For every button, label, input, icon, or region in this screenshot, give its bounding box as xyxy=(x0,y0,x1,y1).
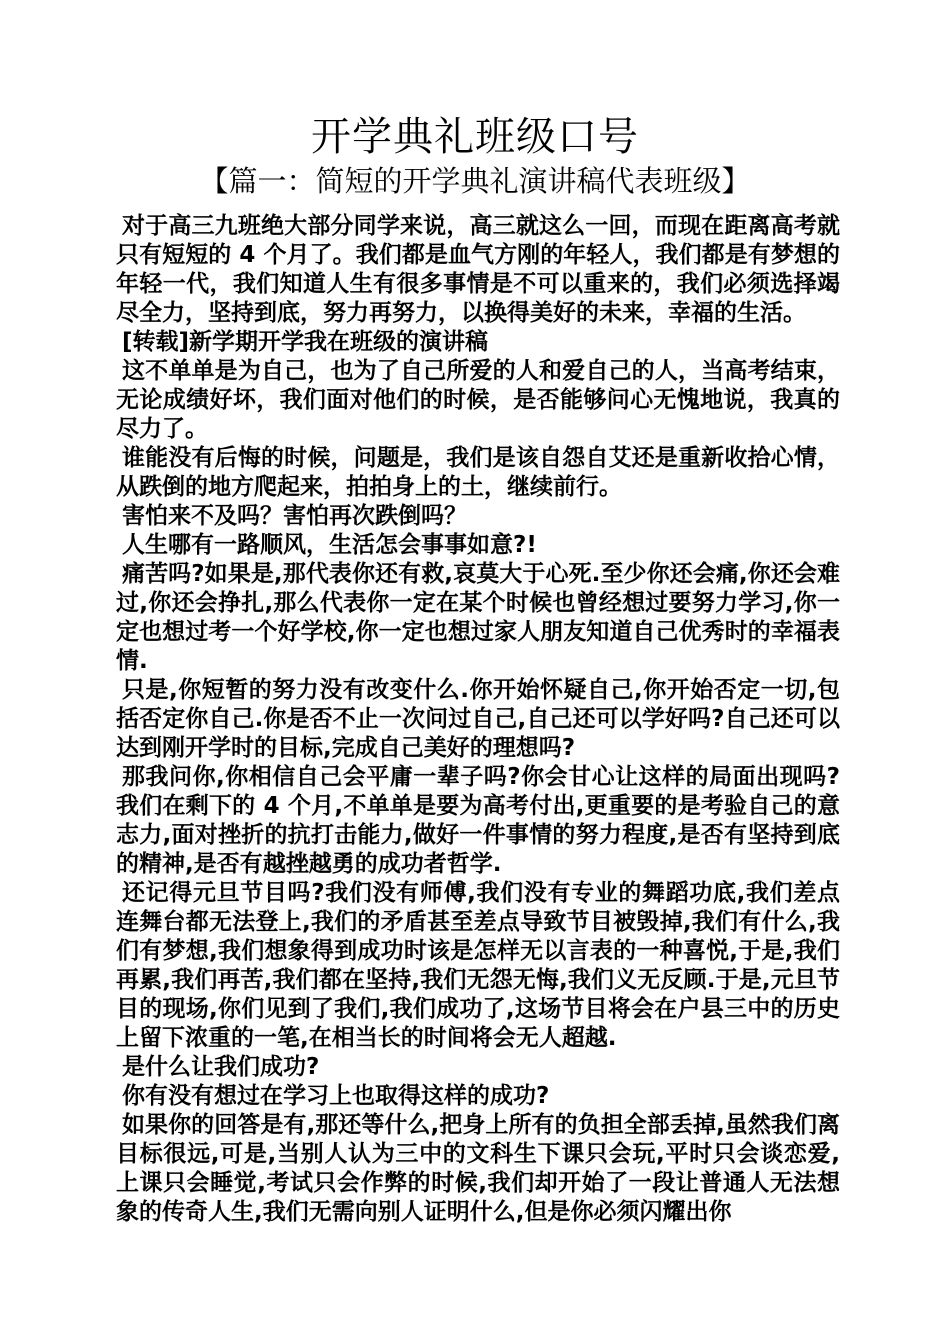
paragraph: 害怕来不及吗？害怕再次跌倒吗？ xyxy=(122,503,467,529)
paragraph: 只是,你短暂的努力没有改变什么.你开始怀疑自己,你开始否定一切,包括否定你自己.你是否不止一次问过自己,自己还可以学好吗?自己还可以达到刚开学时的目标,完成自己美好的理想吗? xyxy=(116,677,840,761)
paragraph: 这不单单是为自己，也为了自己所爱的人和爱自己的人，当高考结束，无论成绩好坏，我们面对他们的时候，是否能够问心无愧地说，我真的尽力了。 xyxy=(116,358,840,442)
paragraph: 那我问你,你相信自己会平庸一辈子吗?你会甘心让这样的局面出现吗?我们在剩下的 4 个月,不单单是要为高考付出,更重要的是考验自己的意志力,面对挫折的抗打击能力,做好一件事情的努力程度,是否有坚持到底的精神,是否有越挫越勇的成功者哲学. xyxy=(116,764,840,877)
paragraph: 如果你的回答是有,那还等什么,把身上所有的负担全部丢掉,虽然我们离目标很远,可是,当别人认为三中的文科生下课只会玩,平时只会谈恋爱,上课只会睡觉,考试只会作弊的时候,我们却开始了一段让普通人无法想象的传奇人生,我们无需向别人证明什么,但是你必须闪耀出你 xyxy=(116,1112,840,1225)
paragraph: [转载]新学期开学我在班级的演讲稿 xyxy=(122,329,489,355)
paragraph: 人生哪有一路顺风，生活怎会事事如意?! xyxy=(122,532,537,558)
paragraph: 还记得元旦节目吗?我们没有师傅,我们没有专业的舞蹈功底,我们差点连舞台都无法登上,我们的矛盾甚至差点导致节目被毁掉,我们有什么,我们有梦想,我们想象得到成功时该是怎样无以言表的一种喜悦,于是,我们再累,我们再苦,我们都在坚持,我们无怨无悔,我们义无反顾.于是,元旦节目的现场,你们见到了我们,我们成功了,这场节目将会在户县三中的历史上留下浓重的一笔,在相当长的时间将会无人超越. xyxy=(116,880,840,1051)
paragraph: 是什么让我们成功? xyxy=(122,1054,320,1080)
paragraph: 你有没有想过在学习上也取得这样的成功? xyxy=(122,1083,550,1109)
document-body xyxy=(116,212,840,1227)
paragraph: 对于高三九班绝大部分同学来说，高三就这么一回，而现在距离高考就只有短短的 4 个月了。我们都是血气方刚的年轻人，我们都是有梦想的年轻一代，我们知道人生有很多事情是不可以重来的，我们必须选择竭尽全力，坚持到底，努力再努力，以换得美好的未来，幸福的生活。 xyxy=(116,213,840,326)
paragraph: 痛苦吗?如果是,那代表你还有救,哀莫大于心死.至少你还会痛,你还会难过,你还会挣扎,那么代表你一定在某个时候也曾经想过要努力学习,你一定也想过考一个好学校,你一定也想过家人朋友知道自己优秀时的幸福表情. xyxy=(116,561,840,674)
document-subtitle: 【篇一：简短的开学典礼演讲稿代表班级】 xyxy=(199,164,751,198)
document-title: 开学典礼班级口号 xyxy=(311,114,639,160)
paragraph: 谁能没有后悔的时候，问题是，我们是该自怨自艾还是重新收拾心情，从跌倒的地方爬起来，拍拍身上的土，继续前行。 xyxy=(116,445,840,500)
